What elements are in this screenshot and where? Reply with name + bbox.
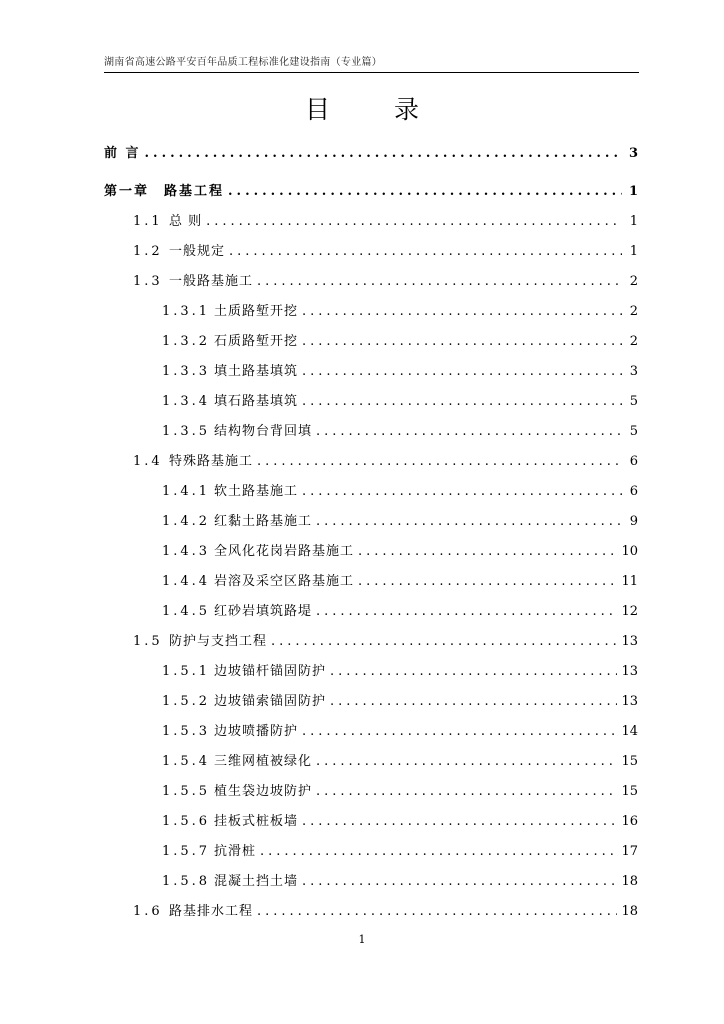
toc-entry-page: 3 <box>628 146 638 161</box>
toc-entry[interactable] <box>162 601 638 621</box>
toc-entry-page: 2 <box>629 304 638 319</box>
toc-dot-leader <box>229 243 622 261</box>
toc-entry-number: 1.5.6 <box>162 814 211 829</box>
toc-entry-title: 挂板式桩板墙 <box>214 814 299 829</box>
toc-entry[interactable] <box>162 301 638 321</box>
toc-entry-number: 1.5.5 <box>162 784 211 799</box>
toc-dot-leader <box>257 453 622 471</box>
toc-entry-title: 填石路基填筑 <box>214 394 299 409</box>
toc-entry-number: 1.4.2 <box>162 514 211 529</box>
toc-entry-title: 边坡锚索锚固防护 <box>214 694 327 709</box>
toc-entry-title: 抗滑桩 <box>214 844 257 859</box>
toc-entry-page: 6 <box>629 454 638 469</box>
toc-entry-number: 1.2 <box>133 244 163 259</box>
toc-entry-title: 一般路基施工 <box>169 274 254 289</box>
toc-entry[interactable] <box>104 181 638 201</box>
toc-dot-leader <box>257 903 617 921</box>
toc-dot-leader <box>302 303 622 321</box>
toc-entry[interactable] <box>162 331 638 351</box>
toc-entry-number: 1.3.5 <box>162 424 211 439</box>
toc-entry-number: 1.6 <box>133 904 163 919</box>
toc-entry-page: 13 <box>621 694 638 709</box>
toc-entry[interactable] <box>162 661 638 681</box>
toc-entry-number: 1.5.7 <box>162 844 211 859</box>
toc-dot-leader <box>316 603 617 621</box>
toc-entry-title: 结构物台背回填 <box>214 424 313 439</box>
toc-entry[interactable] <box>162 691 638 711</box>
toc-entry-title: 第一章 路基工程 <box>104 184 225 199</box>
toc-entry-page: 13 <box>621 664 638 679</box>
toc-entry-title: 红黏土路基施工 <box>214 514 313 529</box>
toc-entry-number: 1.5.4 <box>162 754 211 769</box>
toc-entry[interactable] <box>133 241 638 261</box>
toc-entry[interactable] <box>133 271 638 291</box>
toc-entry-page: 12 <box>621 604 638 619</box>
toc-entry[interactable] <box>162 421 638 441</box>
toc-entry-title: 特殊路基施工 <box>169 454 254 469</box>
toc-entry-number: 1.5.8 <box>162 874 211 889</box>
toc-entry[interactable] <box>162 871 638 891</box>
toc-entry[interactable] <box>133 211 638 231</box>
toc-entry-page: 13 <box>621 634 638 649</box>
toc-entry-number: 1.3.1 <box>162 304 211 319</box>
toc-entry-title: 总 则 <box>169 214 203 229</box>
toc-entry[interactable] <box>133 631 638 651</box>
toc-entry[interactable] <box>162 571 638 591</box>
toc-entry-page: 11 <box>621 574 638 589</box>
toc-entry-number: 1.3 <box>133 274 163 289</box>
toc-entry-title: 三维网植被绿化 <box>214 754 313 769</box>
toc-entry-page: 1 <box>629 214 638 229</box>
toc-dot-leader <box>316 783 617 801</box>
toc-dot-leader <box>302 813 617 831</box>
toc-entry-number: 1.4.3 <box>162 544 211 559</box>
toc-dot-leader <box>358 543 617 561</box>
toc-dot-leader <box>257 273 622 291</box>
toc-dot-leader <box>330 663 617 681</box>
toc-entry-number: 1.3.4 <box>162 394 211 409</box>
toc-entry-title: 植生袋边坡防护 <box>214 784 313 799</box>
toc-dot-leader <box>302 363 622 381</box>
toc-dot-leader <box>316 753 617 771</box>
toc-entry-title: 填土路基填筑 <box>214 364 299 379</box>
toc-entry-title: 石质路堑开挖 <box>214 334 299 349</box>
toc-entry-page: 9 <box>629 514 638 529</box>
toc-dot-leader <box>358 573 617 591</box>
toc-entry[interactable] <box>104 143 638 163</box>
toc-entry-page: 17 <box>621 844 638 859</box>
toc-entry-page: 1 <box>628 184 638 199</box>
toc-entry-page: 10 <box>621 544 638 559</box>
page-header: 湖南省高速公路平安百年品质工程标准化建设指南（专业篇） <box>104 57 383 68</box>
toc-dot-leader <box>206 213 622 231</box>
toc-entry[interactable] <box>162 361 638 381</box>
toc-entry[interactable] <box>162 541 638 561</box>
toc-dot-leader <box>260 843 617 861</box>
toc-dot-leader <box>302 873 617 891</box>
toc-entry-title: 边坡喷播防护 <box>214 724 299 739</box>
toc-dot-leader <box>271 633 617 651</box>
toc-entry-title: 边坡锚杆锚固防护 <box>214 664 327 679</box>
toc-entry[interactable] <box>162 841 638 861</box>
toc-entry-number: 1.5.2 <box>162 694 211 709</box>
toc-entry-number: 1.4 <box>133 454 163 469</box>
toc-entry-page: 15 <box>621 754 638 769</box>
toc-entry-page: 1 <box>629 244 638 259</box>
toc-entry[interactable] <box>162 751 638 771</box>
toc-dot-leader <box>316 423 622 441</box>
toc-entry-page: 16 <box>621 814 638 829</box>
toc-entry[interactable] <box>162 391 638 411</box>
toc-dot-leader <box>145 145 622 163</box>
toc-entry-title: 路基排水工程 <box>169 904 254 919</box>
toc-dot-leader <box>302 333 622 351</box>
toc-entry-number: 1.5.3 <box>162 724 211 739</box>
toc-entry-page: 15 <box>621 784 638 799</box>
toc-entry-title: 岩溶及采空区路基施工 <box>214 574 355 589</box>
toc-entry-title: 一般规定 <box>169 244 226 259</box>
toc-entry[interactable] <box>162 811 638 831</box>
toc-dot-leader <box>302 483 622 501</box>
toc-entry[interactable] <box>133 451 638 471</box>
toc-dot-leader <box>330 693 617 711</box>
toc-dot-leader <box>302 393 622 411</box>
page-number: 1 <box>358 933 366 946</box>
toc-entry-page: 18 <box>621 874 638 889</box>
toc-entry-page: 5 <box>629 424 638 439</box>
toc-entry[interactable] <box>162 721 638 741</box>
toc-entry-title: 前 言 <box>104 146 141 161</box>
toc-entry[interactable] <box>162 481 638 501</box>
toc-entry-page: 2 <box>629 274 638 289</box>
toc-dot-leader <box>228 183 622 201</box>
toc-dot-leader <box>302 723 617 741</box>
toc-entry[interactable] <box>162 781 638 801</box>
toc-entry-number: 1.1 <box>133 214 163 229</box>
toc-entry-title: 土质路堑开挖 <box>214 304 299 319</box>
toc-entry-number: 1.3.3 <box>162 364 211 379</box>
toc-entry-number: 1.4.4 <box>162 574 211 589</box>
toc-entry-title: 防护与支挡工程 <box>169 634 268 649</box>
toc-entry[interactable] <box>162 511 638 531</box>
toc-entry-number: 1.4.1 <box>162 484 211 499</box>
toc-entry[interactable] <box>133 901 638 921</box>
toc-entry-title: 全风化花岗岩路基施工 <box>214 544 355 559</box>
toc-entry-title: 混凝土挡土墙 <box>214 874 299 889</box>
toc-entry-number: 1.3.2 <box>162 334 211 349</box>
toc-entry-title: 红砂岩填筑路堤 <box>214 604 313 619</box>
toc-entry-page: 6 <box>629 484 638 499</box>
toc-entry-title: 软土路基施工 <box>214 484 299 499</box>
toc-entry-number: 1.5.1 <box>162 664 211 679</box>
toc-entry-page: 18 <box>621 904 638 919</box>
toc-entry-number: 1.5 <box>133 634 163 649</box>
toc-entry-page: 3 <box>629 364 638 379</box>
toc-entry-page: 2 <box>629 334 638 349</box>
toc-entry-number: 1.4.5 <box>162 604 211 619</box>
toc-dot-leader <box>316 513 622 531</box>
toc-entry-page: 5 <box>629 394 638 409</box>
toc-title: 目 录 <box>305 95 447 124</box>
toc-entry-page: 14 <box>621 724 638 739</box>
